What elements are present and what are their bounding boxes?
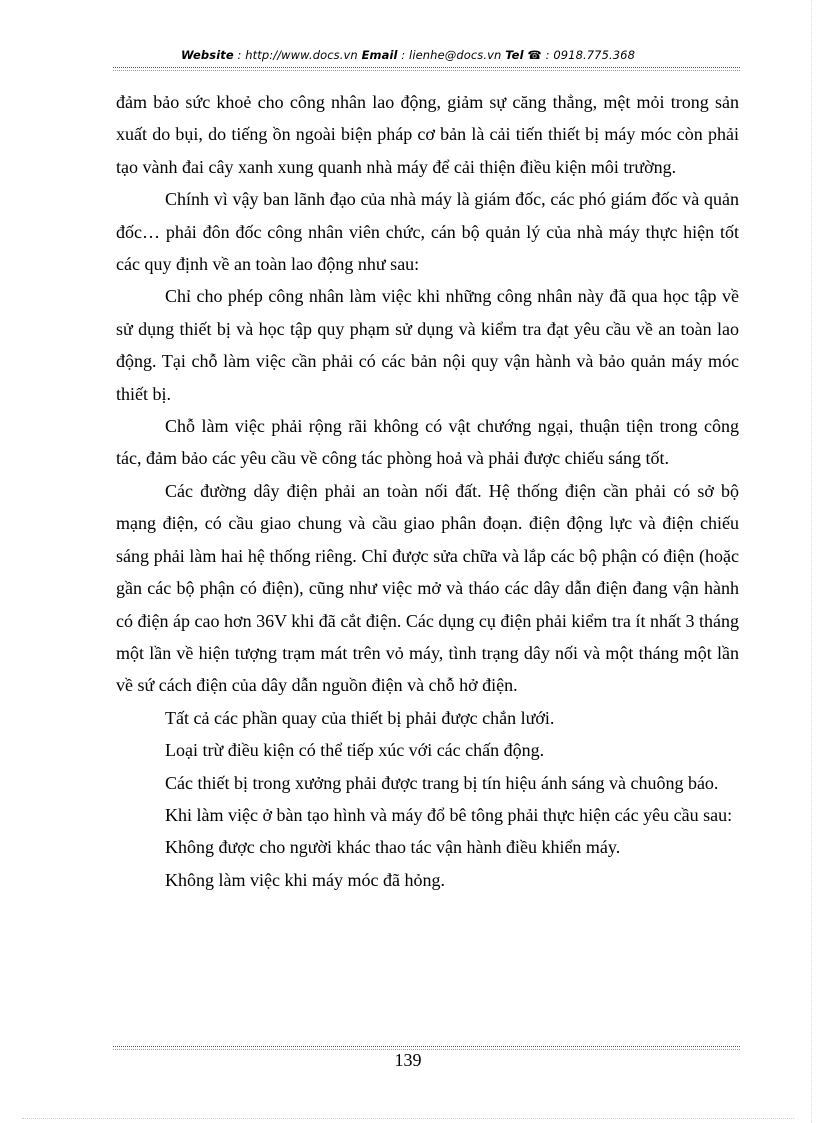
page-edge-bottom xyxy=(22,1118,794,1119)
paragraph: Chỉ cho phép công nhân làm việc khi những công nhân này đã qua học tập về sử dụng thiết bị và học tập quy phạm sử dụng và kiểm tra đạt yêu cầu về an toàn lao động. Tại chỗ làm việc cần phải có các bản nội quy vận hành và bảo quản máy móc thiết bị. xyxy=(116,286,739,404)
paragraph: Khi làm việc ở bàn tạo hình và máy đổ bê tông phải thực hiện các yêu cầu sau: xyxy=(165,804,733,825)
paragraph: Các thiết bị trong xưởng phải được trang bị tín hiệu ánh sáng và chuông báo. xyxy=(165,772,719,793)
paragraph: Các đường dây điện phải an toàn nối đất. Hệ thống điện cần phải có sở bộ mạng điện, có cầu giao chung và cầu giao phân đoạn. điện động lực và điện chiếu sáng phải làm hai hệ thống riêng. Chỉ được sửa chữa và lắp các bộ phận có điện (hoặc gần các bộ phận có điện), cũng như việc mở và tháo các dây dẫn điện đang vận hành có điện áp cao hơn 36V khi đã cắt điện. Các dụng cụ điện phải kiểm tra ít nhất 3 tháng một lần về hiện tượng trạm mát trên vỏ máy, tình trạng dây nối và một tháng một lần về sứ cách điện của dây dẫn nguồn điện và chỗ hở điện. xyxy=(116,480,739,696)
page-number: 139 xyxy=(394,1050,422,1070)
website-value: : http://www.docs.vn xyxy=(233,48,362,62)
paragraph: Không làm việc khi máy móc đã hỏng. xyxy=(165,869,445,890)
paragraph: Loại trừ điều kiện có thể tiếp xúc với các chấn động. xyxy=(165,740,545,761)
page-edge-right xyxy=(811,0,812,1123)
tel-label: Tel xyxy=(505,48,524,62)
document-body xyxy=(116,86,739,896)
tel-value: : 0918.775.368 xyxy=(541,48,635,62)
paragraph: Chỗ làm việc phải rộng rãi không có vật chướng ngại, thuận tiện trong công tác, đảm bảo các yêu cầu về công tác phòng hoả và phải được chiếu sáng tốt. xyxy=(116,416,739,469)
email-label: Email xyxy=(361,48,398,62)
email-value: : lienhe@docs.vn xyxy=(397,48,506,62)
paragraph: Không được cho người khác thao tác vận hành điều khiển máy. xyxy=(165,837,621,858)
header-divider xyxy=(113,67,740,71)
website-label: Website xyxy=(180,48,234,62)
paragraph: đảm bảo sức khoẻ cho công nhân lao động, giảm sự căng thẳng, mệt mỏi trong sản xuất do bụi, do tiếng ồn ngoài biện pháp cơ bản là cải tiến thiết bị máy móc còn phải tạo vành đai cây xanh xung quanh nhà máy để cải thiện điều kiện môi trường. xyxy=(116,92,739,177)
paragraph: Chính vì vậy ban lãnh đạo của nhà máy là giám đốc, các phó giám đốc và quản đốc… phải đôn đốc công nhân viên chức, cán bộ quản lý của nhà máy thực hiện tốt các quy định về an toàn lao động như sau: xyxy=(116,189,739,275)
phone-icon: ☎ xyxy=(527,48,542,62)
page-header xyxy=(0,48,816,62)
paragraph: Tất cả các phần quay của thiết bị phải được chắn lưới. xyxy=(165,707,555,728)
